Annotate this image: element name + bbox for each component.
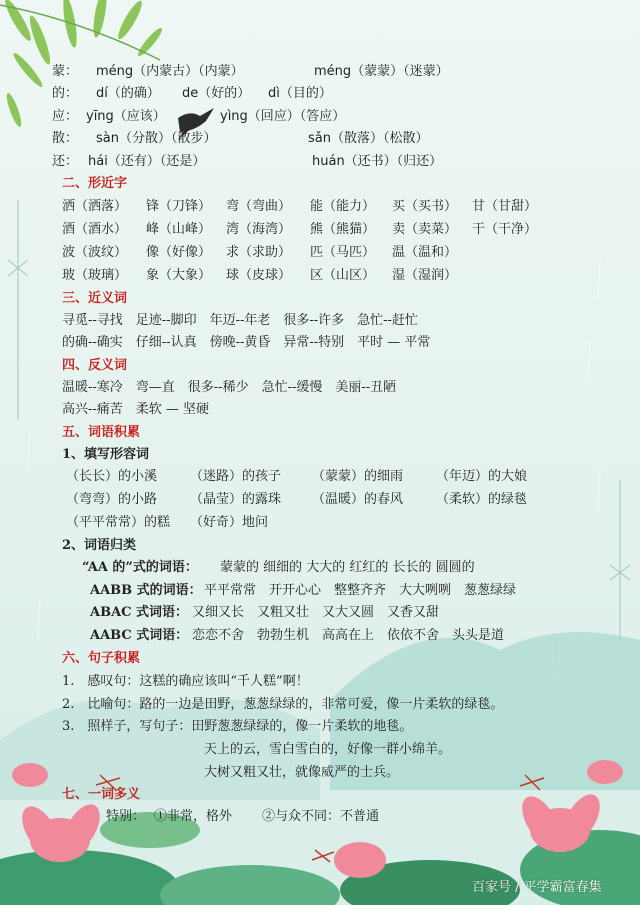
item: 能（能力） — [310, 199, 376, 214]
words: 又细又长 又粗又壮 又大又圆 又香又甜 — [192, 605, 440, 620]
reading-a: méng（内蒙古）（内蒙） — [96, 64, 244, 79]
item: （温暖）的春风 — [312, 492, 404, 507]
reading-a: yīng（应该） — [86, 109, 166, 124]
subheading-adjectives: 1、填写形容词 — [62, 447, 150, 462]
label: AABB 式的词语： — [90, 583, 202, 598]
synonyms-line-1: 寻觅--寻找 足迹--脚印 年迈--年老 很多--许多 急忙--赶忙 — [62, 313, 418, 328]
label: ABAC 式词语： — [90, 605, 189, 620]
item: 锋（刀锋） — [146, 199, 212, 214]
item: 波（波纹） — [62, 245, 128, 260]
item: 干（干净） — [472, 222, 538, 237]
char: 应： — [52, 109, 79, 124]
sentence-1: 1. 感叹句：这糕的确应该叫“千人糕”啊！ — [62, 674, 309, 689]
item: 匹（马匹） — [310, 245, 376, 260]
reading-b: méng（蒙蒙）（迷蒙） — [314, 64, 449, 79]
char: 蒙： — [52, 64, 79, 79]
words: 平平常常 开开心心 整整齐齐 大大咧咧 葱葱绿绿 — [204, 583, 517, 598]
label: AABC 式词语： — [90, 628, 189, 643]
item: 像（好像） — [146, 245, 212, 260]
item: （晶莹）的露珠 — [190, 492, 282, 507]
item: （平平常常）的糕 — [66, 515, 171, 530]
reading-b: de（好的） — [182, 86, 251, 101]
item: 温（温和） — [392, 245, 458, 260]
item: 洒（洒落） — [62, 199, 128, 214]
words: 蒙蒙的 细细的 大大的 红红的 长长的 圆圆的 — [220, 560, 475, 575]
synonyms-line-2: 的确--确实 仔细--认真 傍晚--黄昏 异常--特别 平时 — 平常 — [62, 335, 431, 350]
subheading-categories: 2、词语归类 — [62, 538, 137, 553]
heading-synonyms: 三、近义词 — [62, 291, 128, 306]
item: 球（皮球） — [226, 268, 292, 283]
item: 求（求助） — [226, 245, 292, 260]
antonyms-line-2: 高兴--痛苦 柔软 — 坚硬 — [62, 402, 210, 417]
label: “AA 的”式的词语： — [82, 560, 198, 575]
word-label: 特别： — [106, 809, 146, 824]
item: 玻（玻璃） — [62, 268, 128, 283]
sentence-3-example-b: 大树又粗又壮，就像威严的士兵。 — [204, 765, 400, 780]
sentence-2: 2. 比喻句：路的一边是田野，葱葱绿绿的，非常可爱，像一片柔软的绿毯。 — [62, 697, 504, 712]
reading-b: yìng（回应）（答应） — [220, 109, 346, 124]
reading-b: huán（还书）（归还） — [312, 154, 443, 169]
sentence-3-example-a: 天上的云，雪白雪白的，好像一群小绵羊。 — [204, 742, 452, 757]
char: 散： — [52, 131, 79, 146]
reading-a: sàn（分散）（散步） — [96, 131, 217, 146]
item: （迷路）的孩子 — [190, 469, 282, 484]
reading-a: dí（的确） — [96, 86, 160, 101]
item: 买（买书） — [392, 199, 458, 214]
heading-polysemy: 七、一词多义 — [62, 787, 141, 802]
heading-vocabulary: 五、词语积累 — [62, 425, 141, 440]
sentence-3: 3. 照样子，写句子：田野葱葱绿绿的，像一片柔软的地毯。 — [62, 719, 413, 734]
item: （长长）的小溪 — [66, 469, 158, 484]
item: （柔软）的绿毯 — [436, 492, 528, 507]
item: 象（大象） — [146, 268, 212, 283]
item: （年迈）的大娘 — [436, 469, 528, 484]
meaning-2: ②与众不同：不普通 — [262, 809, 380, 824]
reading-c: dì（目的） — [268, 86, 332, 101]
item: 弯（弯曲） — [226, 199, 292, 214]
item: （好奇）地问 — [190, 515, 269, 530]
item: 甘（甘甜） — [472, 199, 538, 214]
char: 的： — [52, 86, 79, 101]
char: 还： — [52, 154, 79, 169]
heading-similar-chars: 二、形近字 — [62, 176, 128, 191]
antonyms-line-1: 温暖--寒冷 弯—直 很多--稀少 急忙--缓慢 美丽--丑陋 — [62, 380, 397, 395]
item: 熊（熊猫） — [310, 222, 376, 237]
heading-sentences: 六、句子积累 — [62, 651, 141, 666]
item: （弯弯）的小路 — [66, 492, 158, 507]
item: （蒙蒙）的细雨 — [312, 469, 404, 484]
item: 峰（山峰） — [146, 222, 212, 237]
watermark: 百家号 / 平学霸富春集 — [472, 880, 602, 895]
words: 恋恋不舍 勃勃生机 高高在上 依依不舍 头头是道 — [192, 628, 505, 643]
reading-b: sǎn（散落）（松散） — [308, 131, 429, 146]
heading-antonyms: 四、反义词 — [62, 358, 128, 373]
meaning-1: ①非常，格外 — [154, 809, 233, 824]
item: 湿（湿润） — [392, 268, 458, 283]
item: 卖（卖菜） — [392, 222, 458, 237]
item: 酒（酒水） — [62, 222, 128, 237]
item: 区（山区） — [310, 268, 376, 283]
item: 湾（海湾） — [226, 222, 292, 237]
reading-a: hái（还有）（还是） — [88, 154, 206, 169]
